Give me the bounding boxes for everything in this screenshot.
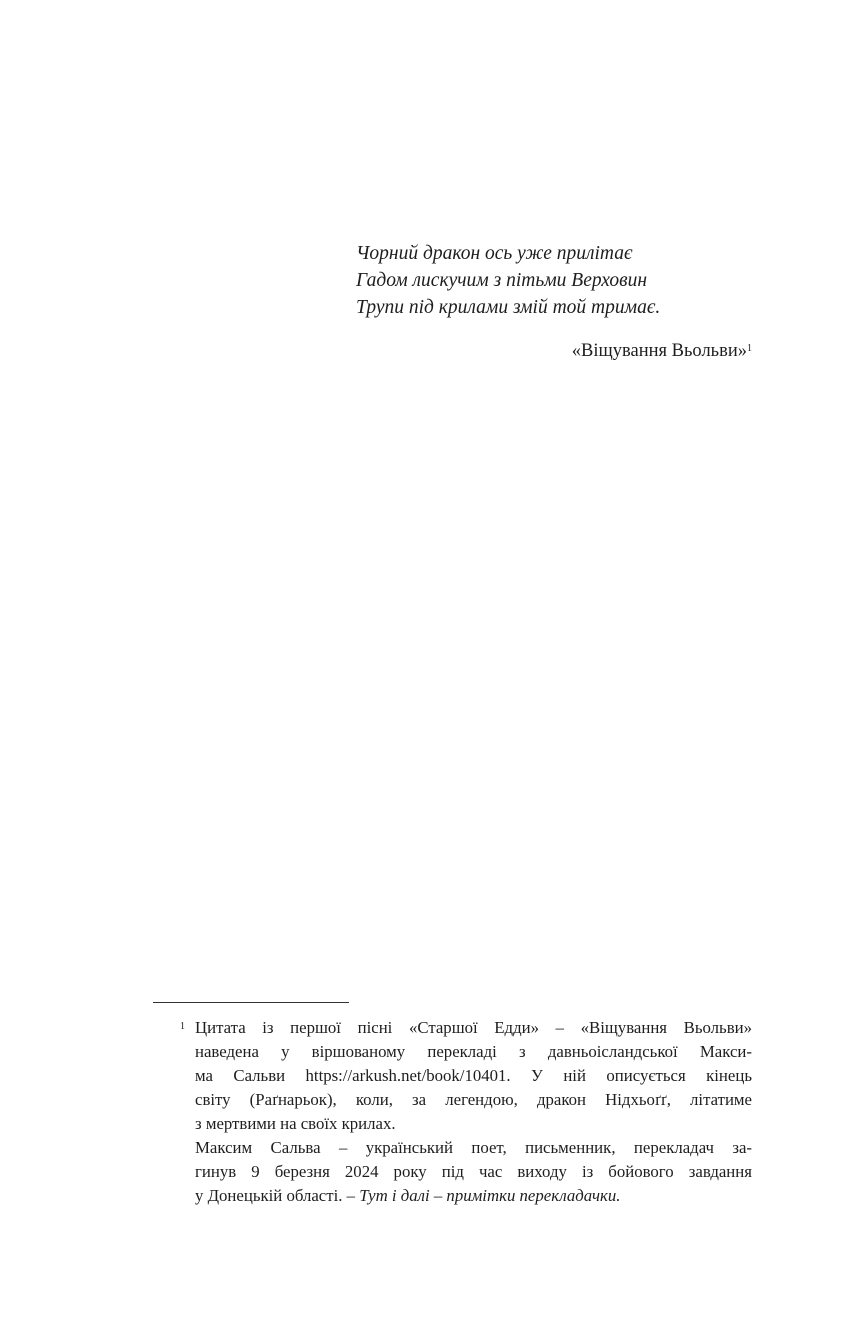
footnote-line: з мертвими на своїх крилах.: [195, 1114, 396, 1133]
footnote: [180, 1016, 752, 1208]
epigraph: [356, 240, 756, 321]
footnote-line: Цитата із першої пісні «Старшої Едди» – «Віщування Вьольви»: [195, 1018, 752, 1037]
attribution-title: «Віщування Вьольви»: [571, 341, 747, 361]
epigraph-attribution: [356, 339, 752, 363]
verse-line: Трупи під крилами змій той тримає.: [356, 297, 661, 318]
footnote-separator: [153, 1002, 349, 1003]
footnote-line: гинув 9 березня 2024 року під час виходу із бойового завдання: [195, 1162, 752, 1181]
footnote-line: Максим Сальва – український поет, письменник, перекладач за-: [195, 1138, 752, 1157]
verse-line: Гадом лискучим з пітьми Верховин: [356, 270, 648, 291]
footnote-line: [195, 1184, 752, 1208]
footnote-number: 1: [180, 1021, 185, 1032]
footnote-line: ма Сальви https://arkush.net/book/10401. У ній описується кінець: [195, 1066, 752, 1085]
translator-note: Тут і далі – примітки перекладачки.: [359, 1186, 621, 1205]
footnote-line: світу (Раґнарьок), коли, за легендою, дракон Нідхьоґґ, літатиме: [195, 1090, 752, 1109]
footnote-reference: 1: [747, 343, 752, 354]
footnote-text: у Донецькій області. –: [195, 1186, 360, 1205]
verse-line: Чорний дракон ось уже прилітає: [356, 243, 633, 264]
footnote-line: наведена у віршованому перекладі з давньоісландської Макси-: [195, 1042, 752, 1061]
